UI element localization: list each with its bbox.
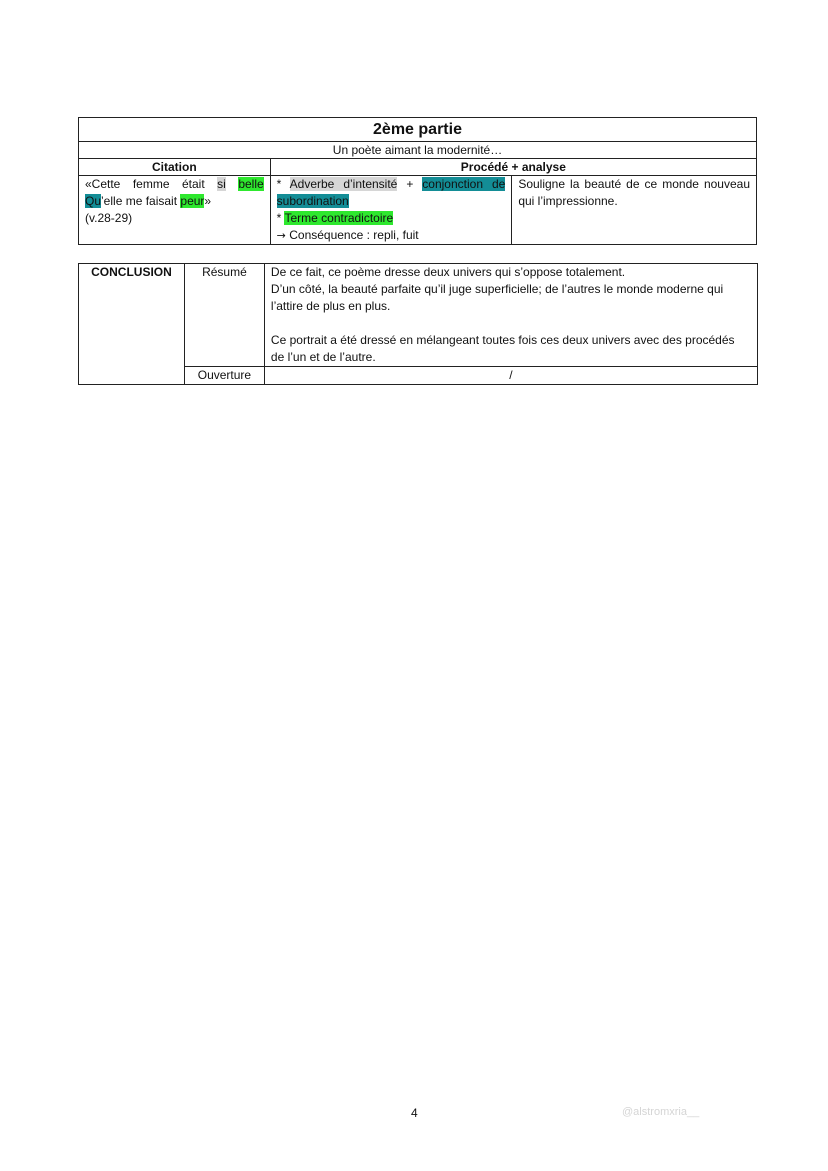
citation-text-part: ’elle me faisait <box>101 194 181 208</box>
resume-cell <box>264 264 757 367</box>
highlight-belle: belle <box>238 177 264 191</box>
section-title: 2ème partie <box>79 118 757 142</box>
highlight-qu: Qu <box>85 194 102 208</box>
column-header-citation: Citation <box>79 159 271 176</box>
resume-label: Résumé <box>184 264 264 367</box>
highlight-adverbe: Adverbe d’intensité <box>289 177 398 191</box>
resume-line: D’un côté, la beauté parfaite qu’il juge superficielle; de l’autres le monde moderne qui l’attire de plus en plus. <box>270 282 724 313</box>
citation-space <box>226 177 238 191</box>
consequence-text: Conséquence : repli, fuit <box>285 228 419 242</box>
resume-line: Ce portrait a été dressé en mélangeant toutes fois ces deux univers avec des procédés de l’un et de l’autre. <box>270 333 735 364</box>
highlight-peur: peur <box>180 194 205 208</box>
plus-sign: + <box>397 177 423 191</box>
analyse-cell: Souligne la beauté de ce monde nouveau qui l’impressionne. <box>512 176 757 245</box>
bullet-star: * <box>276 211 285 225</box>
procede-cell <box>270 176 512 245</box>
arrow-right-icon: → <box>276 229 286 242</box>
citation-text <box>85 176 264 210</box>
conclusion-label: CONCLUSION <box>79 264 185 385</box>
page-number: 4 <box>411 1106 418 1120</box>
citation-reference: (v.28-29) <box>85 211 133 225</box>
citation-cell <box>79 176 271 245</box>
citation-close: » <box>204 194 212 208</box>
analysis-table <box>78 117 757 245</box>
resume-line: De ce fait, ce poème dresse deux univers qui s’oppose totalement. <box>270 265 626 279</box>
citation-text-part: «Cette femme était <box>85 177 218 191</box>
watermark: @alstromxria__ <box>622 1106 700 1118</box>
highlight-si: si <box>217 177 226 191</box>
ouverture-label: Ouverture <box>184 367 264 385</box>
ouverture-value: / <box>264 367 757 385</box>
procede-line-2 <box>277 210 506 227</box>
bullet-star: * <box>276 177 290 191</box>
highlight-terme: Terme contradictoire <box>284 211 394 225</box>
procede-line-3 <box>277 227 506 244</box>
section-subtitle: Un poète aimant la modernité… <box>79 142 757 159</box>
procede-line-1 <box>277 176 506 210</box>
column-header-procede: Procédé + analyse <box>270 159 756 176</box>
spacer <box>271 315 751 332</box>
highlight-conjonction: conjonction de subordination <box>276 177 506 208</box>
table-row <box>79 176 757 245</box>
conclusion-table <box>78 263 758 385</box>
